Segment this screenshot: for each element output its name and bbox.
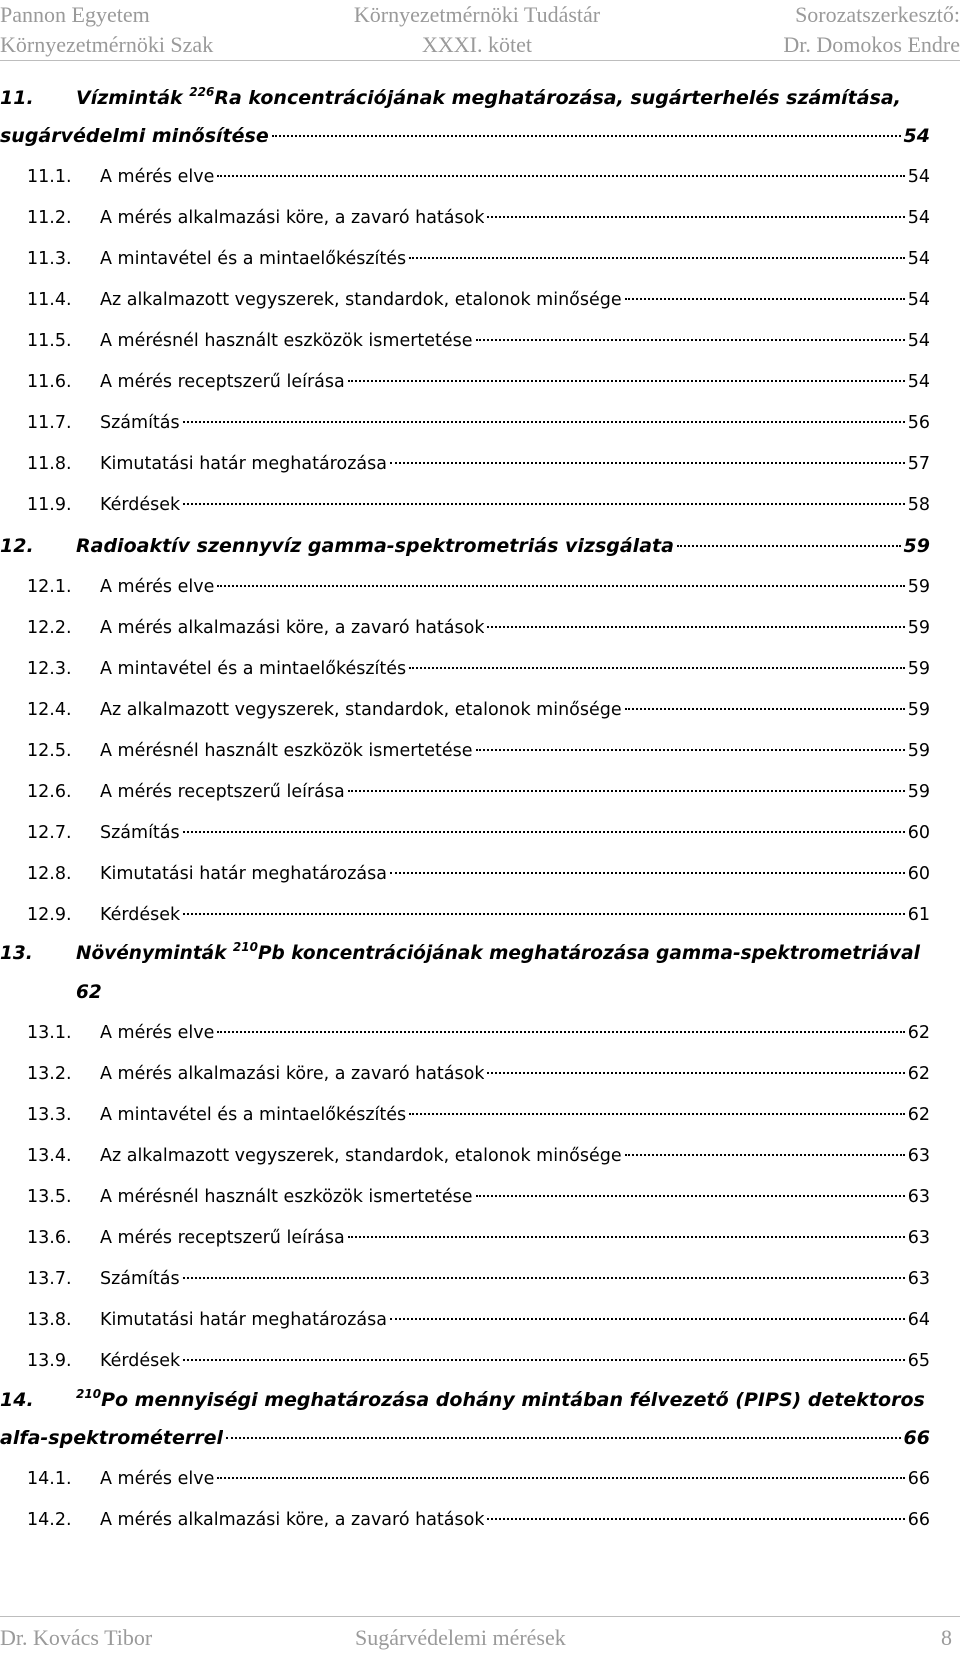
header-program: Környezetmérnöki Szak [0,32,214,57]
dot-leader [677,545,901,547]
toc-page-number: 54 [903,125,930,147]
table-of-contents [0,80,930,1541]
footer-author: Dr. Kovács Tibor [0,1625,153,1650]
dot-leader [487,626,904,628]
dot-leader [409,667,905,669]
toc-entry[interactable]: 13.3. A mintavétel és a mintaelőkészítés 62 [27,1105,930,1125]
toc-section-title-cont: sugárvédelmi minősítése [0,125,269,147]
toc-entry[interactable]: 11.2. A mérés alkalmazási köre, a zavaró hatások 54 [27,208,930,228]
toc-entry[interactable]: 11.4. Az alkalmazott vegyszerek, standardok, etalonok minősége 54 [27,290,930,310]
toc-section-13[interactable] [0,936,930,1013]
toc-entry[interactable]: 12.2. A mérés alkalmazási köre, a zavaró hatások 59 [27,618,930,638]
footer-rule [0,1616,960,1617]
header-center [342,0,612,60]
toc-section-title-part: $^{210}$Po mennyiségi meghatározása dohány mintában félvezető (PIPS) detektoros [76,1387,925,1411]
toc-entry[interactable]: 13.6. A mérés receptszerű leírása 63 [27,1228,930,1248]
toc-section-number: 14. [0,1389,34,1411]
footer-page-number: 8 [941,1625,952,1650]
toc-section-12[interactable] [0,526,930,567]
dot-leader [390,872,905,874]
toc-page-number: 62 [76,982,102,1003]
header-editor-label: Sorozatszerkesztő: [795,2,960,27]
toc-entry[interactable]: 13.1. A mérés elve 62 [27,1023,930,1043]
dot-leader [183,503,905,505]
dot-leader [217,175,904,177]
dot-leader [390,462,905,464]
isotope-mass-number: 210 [232,940,258,954]
header-rule [0,60,960,61]
toc-section-title-part: Vízminták $^{226}$Ra koncentrációjának meghatározása, sugárterhelés számítása, [76,85,901,109]
dot-leader [625,1154,905,1156]
dot-leader [625,298,905,300]
toc-entry[interactable]: 13.2. A mérés alkalmazási köre, a zavaró hatások 62 [27,1064,930,1084]
toc-entry[interactable]: 13.7. Számítás 63 [27,1269,930,1289]
header-university: Pannon Egyetem [0,2,150,27]
toc-entry[interactable]: 11.9. Kérdések 58 [27,495,930,515]
toc-entry[interactable]: 12.3. A mintavétel és a mintaelőkészítés 59 [27,659,930,679]
page-header [0,0,960,60]
dot-leader [217,1477,904,1479]
dot-leader [183,421,905,423]
toc-entry[interactable]: 11.8. Kimutatási határ meghatározása 57 [27,454,930,474]
toc-section-title: Radioaktív szennyvíz gamma-spektrometriás vizsgálata [76,535,674,557]
toc-section-number: 12. [0,535,34,557]
toc-page-number: 66 [903,1427,930,1449]
toc-section-title-cont: alfa-spektrométerrel [0,1427,224,1449]
dot-leader [348,380,905,382]
dot-leader [409,257,905,259]
toc-entry[interactable]: 11.5. A mérésnél használt eszközök ismertetése 54 [27,331,930,351]
dot-leader [348,1236,905,1238]
toc-entry[interactable]: 12.1. A mérés elve 59 [27,577,930,597]
dot-leader [272,135,901,137]
toc-entry[interactable]: 12.7. Számítás 60 [27,823,930,843]
toc-section-14[interactable] [0,1382,930,1459]
toc-entry[interactable]: 14.1. A mérés elve 66 [27,1469,930,1489]
dot-leader [183,1277,905,1279]
toc-entry[interactable]: 11.3. A mintavétel és a mintaelőkészítés 54 [27,249,930,269]
dot-leader [348,790,905,792]
dot-leader [183,913,905,915]
toc-entry[interactable]: 12.8. Kimutatási határ meghatározása 60 [27,864,930,884]
dot-leader [217,585,904,587]
dot-leader [183,831,905,833]
toc-section-title-part: Növényminták $^{210}$Pb koncentrációjának meghatározása gamma-spektrometriával [76,940,920,964]
toc-entry[interactable]: 13.8. Kimutatási határ meghatározása 64 [27,1310,930,1330]
dot-leader [625,708,905,710]
toc-entry[interactable]: 14.2. A mérés alkalmazási köre, a zavaró hatások 66 [27,1510,930,1530]
isotope-mass-number: 226 [189,85,215,99]
dot-leader [476,1195,905,1197]
footer-title: Sugárvédelemi mérések [355,1625,566,1650]
toc-entry[interactable]: 13.4. Az alkalmazott vegyszerek, standardok, etalonok minősége 63 [27,1146,930,1166]
toc-section-number: 13. [0,943,33,964]
dot-leader [487,216,904,218]
dot-leader [183,1359,905,1361]
dot-leader [476,749,905,751]
header-volume: XXXI. kötet [422,32,532,57]
toc-entry[interactable]: 12.9. Kérdések 61 [27,905,930,925]
toc-entry[interactable]: 11.6. A mérés receptszerű leírása 54 [27,372,930,392]
header-series: Környezetmérnöki Tudástár [353,2,601,27]
dot-leader [409,1113,905,1115]
dot-leader [476,339,905,341]
toc-entry[interactable]: 11.1. A mérés elve 54 [27,167,930,187]
isotope-mass-number: 210 [76,1387,102,1401]
header-editor-name: Dr. Domokos Endre [783,32,960,57]
toc-section-11[interactable] [0,80,930,157]
toc-entry[interactable]: 12.6. A mérés receptszerű leírása 59 [27,782,930,802]
toc-entry[interactable]: 12.5. A mérésnél használt eszközök ismertetése 59 [27,741,930,761]
toc-entry[interactable]: 11.7. Számítás 56 [27,413,930,433]
toc-section-number: 11. [0,87,34,109]
page-footer [0,1616,960,1653]
dot-leader [217,1031,904,1033]
header-right [783,0,960,60]
dot-leader [487,1518,904,1520]
toc-entry[interactable]: 13.5. A mérésnél használt eszközök ismertetése 63 [27,1187,930,1207]
toc-page-number: 59 [903,535,930,557]
toc-entry[interactable]: 12.4. Az alkalmazott vegyszerek, standardok, etalonok minősége 59 [27,700,930,720]
dot-leader [487,1072,904,1074]
toc-entry[interactable]: 13.9. Kérdések 65 [27,1351,930,1371]
dot-leader [226,1437,901,1439]
dot-leader [390,1318,905,1320]
header-left [0,0,213,60]
